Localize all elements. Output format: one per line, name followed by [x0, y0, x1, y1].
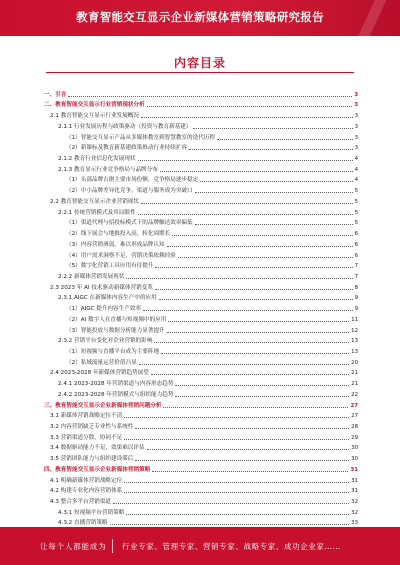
toc-leader-dots	[159, 299, 353, 300]
toc-entry-title: （4）用户需求洞察不足，营销决策依赖经验	[66, 252, 176, 259]
toc-leader-dots	[141, 117, 353, 118]
toc-leader-dots	[138, 214, 353, 215]
toc-leader-dots	[163, 407, 348, 408]
toc-page-number: 3	[354, 113, 358, 120]
toc-entry[interactable]	[44, 474, 358, 485]
toc-entry-title: 4.3 整合多平台营销渠道	[50, 499, 112, 506]
toc-entry[interactable]	[44, 367, 358, 378]
toc-page-number: 9	[354, 295, 358, 302]
toc-entry-title: 2.3.2 营销平台变化对企业营销的影响	[58, 338, 153, 345]
toc-entry-title: 四、教育智能交互显示企业新媒体营销策略	[44, 466, 151, 473]
toc-page-number: 5	[354, 188, 358, 195]
toc-leader-dots	[113, 503, 349, 504]
toc-page-number: 4	[354, 177, 358, 184]
toc-entry[interactable]	[44, 452, 358, 463]
toc-entry-title: （3）智能投放与数据分析能力显著提升	[66, 327, 165, 334]
toc-entry[interactable]	[44, 88, 358, 99]
toc-leader-dots	[155, 289, 353, 290]
toc-entry-title: 4.2 构建专业化内容营销体系	[50, 488, 123, 495]
toc-entry[interactable]	[44, 335, 358, 346]
footer-slogan: 让每个人都能成为	[40, 542, 107, 551]
toc-page-number: 12	[351, 327, 358, 334]
toc-leader-dots	[135, 460, 349, 461]
toc-entry[interactable]	[44, 420, 358, 431]
toc-entry-title: （1）渠道代理与招投标模式下的品牌触达效率偏低	[66, 220, 193, 227]
toc-entry[interactable]	[44, 270, 358, 281]
toc-page-number: 5	[354, 198, 358, 205]
toc-page-number: 9	[354, 306, 358, 313]
toc-leader-dots	[175, 396, 349, 397]
toc-page-number: 27	[350, 402, 358, 409]
toc-entry-title: 4.3.2 直播营销策略	[58, 520, 108, 527]
footer-tagline: 行业专家、管理专家、营销专家、战略专家、成功企业家……	[122, 542, 341, 551]
toc-leader-dots	[160, 171, 353, 172]
toc-leader-dots	[68, 96, 352, 97]
toc-page-number: 4	[354, 166, 358, 173]
toc-entry-title: 4.3.1 短视频平台营销策略	[58, 509, 125, 516]
toc-entry-title: 3.3 营销渠道分散，协同不足	[50, 434, 123, 441]
toc-entry-title: 2.4.1 2023-2028 年营销渠道与内容形态趋势	[58, 381, 174, 388]
toc-page-number: 5	[354, 220, 358, 227]
toc-entry[interactable]	[44, 495, 358, 506]
toc-page-number: 32	[351, 509, 358, 516]
toc-entry-title: （2）新课标及教育新基建政策推动行业持续扩容	[66, 145, 188, 152]
toc-entry[interactable]	[44, 109, 358, 120]
toc-page-number: 3	[354, 102, 358, 109]
toc-entry-title: （2）中小品牌差异化竞争，渠道与服务成为突破口	[66, 188, 193, 195]
toc-page-number: 20	[351, 359, 358, 366]
toc-entry[interactable]	[44, 356, 358, 367]
toc-leader-dots	[126, 514, 349, 515]
toc-entry[interactable]	[44, 377, 358, 388]
toc-entry[interactable]	[44, 152, 358, 163]
toc-entry-title: （3）内容营销薄弱，难以形成品牌认知	[66, 241, 165, 248]
toc-divider	[46, 72, 354, 73]
toc-page-number: 28	[351, 424, 358, 430]
toc-leader-dots	[110, 524, 350, 525]
toc-entry-title: （2）AI 数字人在直播与短视频中的应用	[66, 316, 167, 323]
toc-entry-title: 3.2 内容营销缺乏专业性与系统性	[50, 424, 134, 430]
toc-entry-title: （1）头部品牌占据主要市场份额，竞争格局逐步稳定	[66, 177, 199, 184]
toc-page-number: 31	[351, 477, 358, 484]
toc-page-number: 30	[351, 445, 358, 452]
toc-page-number: 3	[354, 123, 358, 130]
toc-entry[interactable]	[44, 99, 358, 110]
toc-page-number: 30	[351, 456, 358, 463]
toc-entry-title: 2.1.2 教育行业信息化发展现状	[58, 156, 136, 163]
toc-entry[interactable]	[44, 195, 358, 206]
toc-leader-dots	[124, 439, 349, 440]
toc-leader-dots	[124, 482, 349, 483]
toc-entry[interactable]	[44, 163, 358, 174]
footer-banner	[0, 527, 400, 565]
toc-leader-dots	[167, 246, 353, 247]
toc-entry-title: 3.1 新媒体营销战略定位不清	[50, 413, 123, 420]
toc-leader-dots	[124, 417, 349, 418]
toc-entry-title: 3.4 数据驱动能力不足，效果难以评估	[50, 445, 145, 452]
toc-entry[interactable]	[44, 120, 358, 131]
toc-leader-dots	[152, 471, 348, 472]
toc-entry[interactable]	[44, 313, 358, 324]
toc-leader-dots	[175, 385, 349, 386]
toc-page-number: 13	[351, 338, 358, 345]
toc-page-number: 32	[351, 499, 358, 506]
toc-page-number: 31	[351, 488, 358, 495]
toc-entry-title: （1）短视频与直播平台成为主要阵地	[66, 348, 160, 355]
toc-page-number: 22	[351, 391, 358, 398]
toc-entry[interactable]	[44, 260, 358, 271]
toc-leader-dots	[135, 428, 349, 429]
toc-entry-title: （5）数字化营销工具应用有待提升	[66, 263, 154, 270]
toc-leader-dots	[167, 332, 349, 333]
toc-page-number: 6	[354, 241, 358, 248]
toc-entry[interactable]	[44, 410, 358, 421]
toc-leader-dots	[195, 192, 353, 193]
toc-entry[interactable]	[44, 238, 358, 249]
toc-entry-title: 4.1 明确新媒体营销战略定位	[50, 477, 123, 484]
header-banner	[0, 0, 400, 36]
report-title: 教育智能交互显示企业新媒体营销策略研究报告	[76, 10, 324, 24]
toc-page-number: 6	[354, 252, 358, 259]
toc-page-number: 7	[354, 273, 358, 280]
toc-leader-dots	[147, 449, 350, 450]
toc-page-number: 29	[351, 434, 358, 441]
toc-page-number: 4	[354, 156, 358, 163]
toc-entry-title: 2.3.1 AIGC 在新媒体内容生产中的应用	[58, 295, 157, 302]
toc-leader-dots	[168, 321, 349, 322]
toc-heading: 内容目录	[173, 56, 226, 70]
toc-leader-dots	[143, 310, 353, 311]
toc-page-number: 13	[351, 348, 358, 355]
toc-entry-title: 2.2 教育智能交互显示企业营销现状	[50, 198, 139, 205]
toc-entry-title: 2.2.2 新媒体营销发展现状	[58, 273, 125, 280]
toc-entry[interactable]	[44, 249, 358, 260]
toc-leader-dots	[155, 267, 352, 268]
toc-entry[interactable]	[44, 206, 358, 217]
toc-entry[interactable]	[44, 184, 358, 195]
toc-leader-dots	[141, 203, 353, 204]
toc-entry-title: 二、教育智能交互显示行业营销现状分析	[44, 102, 145, 109]
toc-entry-title: 2.4 2023-2028 年新媒体营销趋势展望	[50, 370, 149, 377]
toc-leader-dots	[200, 181, 352, 182]
toc-entry-title: 2.1.1 行业发展历程与政策驱动（投资与教育新基建）	[58, 123, 192, 130]
toc-entry-title: （1）智能交互显示产品从多媒体教室到智慧教室的迭代历程	[66, 134, 215, 141]
toc-page-number: 21	[351, 381, 358, 388]
toc-entry[interactable]	[44, 142, 358, 153]
toc-page-number: 21	[351, 370, 358, 377]
toc-entry[interactable]	[44, 345, 358, 356]
toc-entry[interactable]	[44, 463, 358, 474]
toc-leader-dots	[139, 364, 349, 365]
toc-leader-dots	[195, 224, 353, 225]
toc-leader-dots	[138, 160, 353, 161]
toc-leader-dots	[178, 257, 353, 258]
toc-entry-title: 一、引言	[44, 91, 67, 98]
toc-entry-title: （2）私域流量运营价值凸显	[66, 359, 137, 366]
toc-entry[interactable]	[44, 399, 358, 410]
table-of-contents	[44, 88, 358, 527]
toc-entry[interactable]	[44, 131, 358, 142]
toc-page-number: 3	[354, 145, 358, 152]
toc-page-number: 8	[354, 284, 358, 291]
toc-page-number: 3	[354, 134, 358, 141]
toc-leader-dots	[189, 149, 353, 150]
toc-page-number: 5	[354, 209, 358, 216]
toc-entry[interactable]	[44, 388, 358, 399]
toc-entry[interactable]	[44, 227, 358, 238]
toc-entry[interactable]	[44, 281, 358, 292]
toc-leader-dots	[154, 342, 349, 343]
toc-page-number: 11	[351, 316, 358, 323]
toc-leader-dots	[147, 106, 353, 107]
toc-entry-title: 2.1 教育智能交互显示行业发展概况	[50, 113, 139, 120]
toc-page-number: 3	[354, 91, 358, 98]
toc-page-number: 31	[350, 466, 358, 473]
toc-entry[interactable]	[44, 324, 358, 335]
toc-entry-title: 2.2.1 传统营销模式及其局限性	[58, 209, 136, 216]
toc-entry-title: 2.4.2 2023-2028 年营销模式与组织能力趋势	[58, 391, 174, 398]
toc-leader-dots	[151, 374, 349, 375]
toc-entry-title: 2.3 2023 年 AI 技术驱动新媒体营销变革	[50, 284, 153, 291]
toc-entry[interactable]	[44, 517, 358, 528]
toc-entry-title: 2.1.3 教育显示行业竞争格局与品牌分布	[58, 166, 158, 173]
footer-divider	[112, 539, 113, 553]
toc-entry[interactable]	[44, 485, 358, 496]
toc-leader-dots	[193, 128, 352, 129]
toc-page-number: 7	[354, 263, 358, 270]
toc-entry[interactable]	[44, 292, 358, 303]
toc-page-number: 33	[351, 520, 358, 527]
toc-entry-title: （2）线下展会与地推投入高，转化周期长	[66, 231, 171, 238]
toc-entry[interactable]	[44, 442, 358, 453]
toc-page-number: 27	[351, 413, 358, 420]
toc-entry[interactable]	[44, 431, 358, 442]
toc-entry-title: （1）AIGC 提升内容生产效率	[66, 306, 141, 313]
toc-leader-dots	[161, 353, 349, 354]
toc-leader-dots	[126, 278, 352, 279]
toc-leader-dots	[124, 492, 349, 493]
toc-entry[interactable]	[44, 302, 358, 313]
toc-entry[interactable]	[44, 506, 358, 517]
toc-page-number: 6	[354, 231, 358, 238]
toc-entry[interactable]	[44, 174, 358, 185]
toc-leader-dots	[172, 235, 352, 236]
toc-leader-dots	[217, 139, 353, 140]
toc-entry-title: 三、教育智能交互显示企业新媒体营销问题分析	[44, 402, 162, 409]
toc-entry-title: 3.5 营销团队能力与组织建设滞后	[50, 456, 134, 463]
toc-entry[interactable]	[44, 217, 358, 228]
